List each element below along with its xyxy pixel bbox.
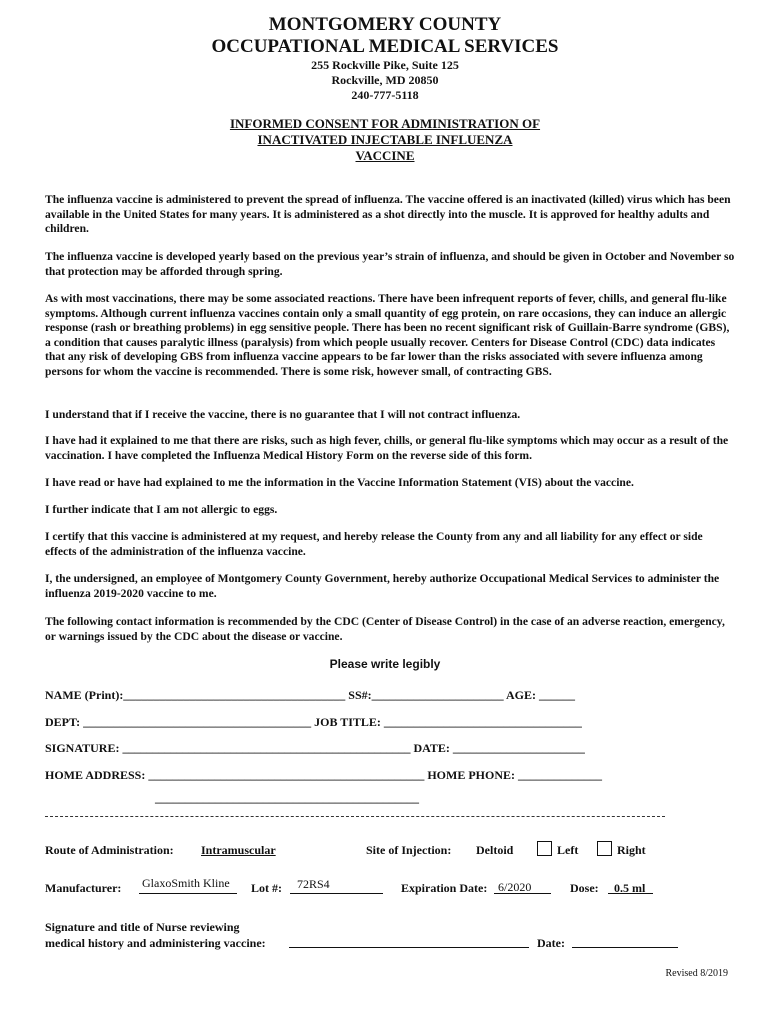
paragraph-risks-explained: I have had it explained to me that there are risks, such as high fever, chills, or general flu-like symptoms which may occur as a result of the vaccination. I have completed the Influenza Medical History Form on the reverse side of this form.: [45, 434, 729, 462]
write-legibly-note: Please write legibly: [329, 657, 441, 671]
paragraph-reactions: As with most vaccinations, there may be some associated reactions. There have been infrequent reports of fever, chills, and general flu-like symptoms. Although current influenza vaccines contain only a small quantity of egg protein, on rare occasions, they can induce an allergic response (rash or breathing problems) in egg sensitive people. There has been no recent significant risk of Guillain-Barre syndrome (GBS), a condition that causes paralytic illness (paralysis) from which people usually recover. Centers for Disease Control (CDC) data indicates that any risk of developing GBS from influenza vaccine appears to be far lower than the risks associated with severe influenza among persons for whom the vaccine is recommended. There is some risk, however small, of contracting GBS.: [45, 292, 730, 378]
lot-label: Lot #:: [251, 881, 282, 895]
left-label: Left: [557, 843, 579, 857]
paragraph-vaccine-intro: The influenza vaccine is administered to prevent the spread of influenza. The vaccine offered is an inactivated (killed) virus which has been available in the United States for many years. It is administered as a shot directly into the muscle. It is approved for healthy adults and children.: [45, 193, 731, 236]
site-label: Site of Injection:: [366, 843, 452, 857]
org-name-line2: OCCUPATIONAL MEDICAL SERVICES: [211, 36, 559, 57]
expiration-underline: [494, 893, 551, 894]
paragraph-release: I certify that this vaccine is administered at my request, and hereby release the County from any and all liability for any effect or side effects of the administration of the influenza vaccine.: [45, 530, 703, 558]
dose-underline: [608, 893, 653, 894]
paragraph-egg-allergy: I further indicate that I am not allergic to eggs.: [45, 503, 278, 516]
route-label: Route of Administration:: [45, 843, 174, 857]
paragraph-no-guarantee: I understand that if I receive the vaccine, there is no guarantee that I will not contract influenza.: [45, 408, 521, 421]
dose-label: Dose:: [570, 881, 599, 895]
phone-number: 240-777-5118: [351, 88, 419, 102]
revision-note: Revised 8/2019: [665, 968, 728, 979]
form-title-line1: INFORMED CONSENT FOR ADMINISTRATION OF: [229, 116, 541, 131]
home-address-line2-field[interactable]: ____________________________________________: [155, 791, 419, 805]
org-name-line1: MONTGOMERY COUNTY: [268, 14, 502, 35]
form-title-line3: VACCINE: [355, 148, 415, 163]
dept-job-title-fields[interactable]: DEPT: ______________________________________ JOB TITLE: _________________________________: [45, 715, 582, 729]
lot-value[interactable]: 72RS4: [297, 877, 330, 891]
signature-date-fields[interactable]: SIGNATURE: ________________________________________________ DATE: ______________________: [45, 741, 585, 755]
address-line1: 255 Rockville Pike, Suite 125: [311, 58, 459, 72]
paragraph-yearly-development: The influenza vaccine is developed yearly based on the previous year’s strain of influenza, and should be given in October and November so that protection may be afforded through spring.: [45, 250, 735, 278]
nurse-date-field[interactable]: [572, 947, 678, 948]
nurse-date-label: Date:: [537, 936, 565, 950]
right-checkbox[interactable]: [597, 841, 612, 856]
address-line2: Rockville, MD 20850: [331, 73, 439, 87]
nurse-label-line1: Signature and title of Nurse reviewing: [45, 920, 240, 934]
dose-value[interactable]: 0.5 ml: [614, 881, 646, 895]
name-ss-age-fields[interactable]: NAME (Print):_____________________________________ SS#:______________________ AGE: ______: [45, 688, 575, 702]
paragraph-authorize: I, the undersigned, an employee of Montgomery County Government, hereby authorize Occupational Medical Services to administer the influenza 2019-2020 vaccine to me.: [45, 572, 720, 600]
site-value[interactable]: Deltoid: [476, 843, 514, 857]
lot-underline: [290, 893, 383, 894]
form-title-line2: INACTIVATED INJECTABLE INFLUENZA: [257, 132, 513, 147]
manufacturer-value[interactable]: GlaxoSmith Kline: [142, 876, 230, 890]
section-divider: [45, 816, 665, 817]
nurse-label-line2: medical history and administering vaccine:: [45, 936, 266, 950]
left-checkbox[interactable]: [537, 841, 552, 856]
manufacturer-label: Manufacturer:: [45, 881, 122, 895]
route-value[interactable]: Intramuscular: [201, 843, 276, 857]
home-address-phone-fields[interactable]: HOME ADDRESS: ______________________________________________ HOME PHONE: ______________: [45, 768, 603, 782]
paragraph-vis: I have read or have had explained to me the information in the Vaccine Information Statement (VIS) about the vaccine.: [45, 476, 634, 489]
right-label: Right: [617, 843, 646, 857]
expiration-value[interactable]: 6/2020: [498, 880, 532, 894]
paragraph-contact-info: The following contact information is recommended by the CDC (Center of Disease Control) in the case of an adverse reaction, emergency, or warnings issued by the CDC about the disease or vaccine.: [45, 615, 725, 643]
nurse-signature-field[interactable]: [289, 947, 529, 948]
expiration-label: Expiration Date:: [401, 881, 488, 895]
manufacturer-underline: [139, 893, 237, 894]
